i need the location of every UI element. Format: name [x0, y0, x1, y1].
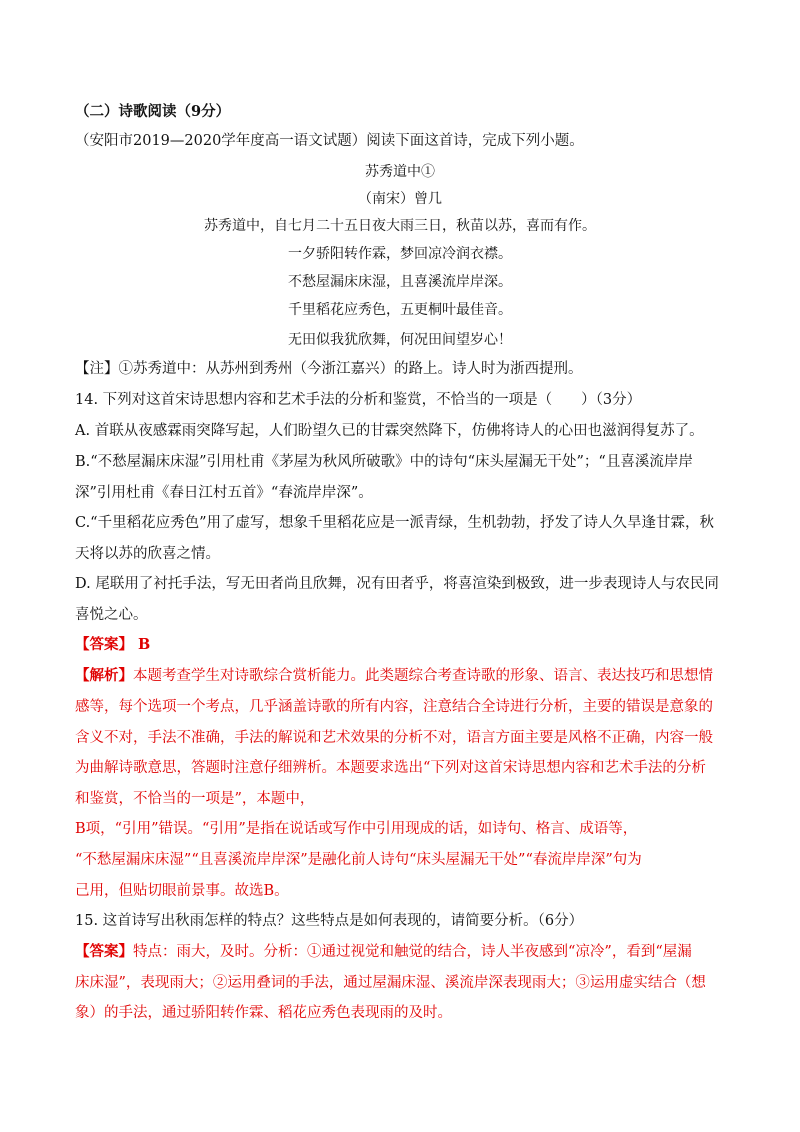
- analysis-tag: 【解析】: [75, 667, 133, 684]
- q14-option-c-cont: 天将以苏的欣喜之情。: [75, 546, 220, 562]
- poem-line: 千里稻花应秀色，五更桐叶最佳音。: [288, 302, 512, 318]
- section-title: （二）诗歌阅读（9分）: [75, 103, 231, 120]
- poem-note: 【注】①苏秀道中：从苏州到秀州（今浙江嘉兴）的路上。诗人时为浙西提刑。: [75, 361, 583, 377]
- q15-answer-line: 床床湿”，表现雨大；②运用叠词的手法，通过屋漏床湿、溪流岸深表现雨大；③运用虚实结合（想: [75, 975, 706, 991]
- q14-option-d: D. 尾联用了衬托手法，写无田者尚且欣舞，况有田者乎，将喜渲染到极致，进一步表现诗人与农民同: [75, 576, 719, 592]
- source-line: （安阳市2019—2020学年度高一语文试题）阅读下面这首诗，完成下列小题。: [75, 133, 584, 149]
- q14-option-b: B.“不愁屋漏床床湿”引用杜甫《茅屋为秋风所破歌》中的诗句“床头屋漏无干处”；“且喜溪流岸岸: [75, 454, 693, 470]
- q15-stem: 15. 这首诗写出秋雨怎样的特点？这些特点是如何表现的，请简要分析。（6分）: [75, 913, 584, 929]
- poem-line: 一夕骄阳转作霖，梦回凉冷润衣襟。: [288, 246, 512, 262]
- q14-analysis-line: B项，“引用”错误。“引用”是指在说话或写作中引用现成的话，如诗句、格言、成语等，: [75, 821, 638, 837]
- q14-analysis: [75, 666, 725, 686]
- q14-analysis-line: 为曲解诗歌意思，答题时注意仔细辨析。本题要求选出“下列对这首宋诗思想内容和艺术手法的分析: [75, 760, 706, 776]
- answer-text: 特点：雨大，及时。分析：①通过视觉和触觉的结合，诗人半夜感到“凉冷”，看到“屋漏: [133, 944, 692, 960]
- q15-answer: [75, 942, 725, 962]
- q14-option-d-cont: 喜悦之心。: [75, 607, 148, 623]
- poem-preface: 苏秀道中，自七月二十五日夜大雨三日，秋苗以苏，喜而有作。: [204, 218, 596, 234]
- poem-author: （南宋）曾几: [358, 191, 442, 207]
- answer-tag: 【答案】: [75, 636, 133, 653]
- q14-analysis-line: 和鉴赏，不恰当的一项是”，本题中，: [75, 791, 315, 807]
- q14-analysis-line: 己用，但贴切眼前景事。故选B。: [75, 883, 289, 899]
- poem-line: 无田似我犹欣舞，何况田间望岁心！: [288, 332, 512, 348]
- q15-answer-line: 象）的手法，通过骄阳转作霖、稻花应秀色表现雨的及时。: [75, 1005, 452, 1021]
- answer-tag: 【答案】: [75, 943, 133, 960]
- poem-title: 苏秀道中①: [365, 164, 435, 180]
- q14-analysis-line: “不愁屋漏床床湿”“且喜溪流岸岸深”是融化前人诗句“床头屋漏无干处”“春流岸岸深”句为: [75, 852, 642, 868]
- q14-option-b-cont: 深”引用杜甫《春日江村五首》“春流岸岸深”。: [75, 485, 373, 501]
- q14-option-c: C.“千里稻花应秀色”用了虚写，想象千里稻花应是一派青绿，生机勃勃，抒发了诗人久旱逢甘霖，秋: [75, 515, 715, 531]
- q14-analysis-line: 感等，每个选项一个考点，几乎涵盖诗歌的所有内容，注意结合全诗进行分析，主要的错误是意象的: [75, 699, 713, 715]
- q14-option-a: A. 首联从夜感霖雨突降写起，人们盼望久已的甘霖突然降下，仿佛将诗人的心田也滋润得复苏了。: [75, 423, 704, 439]
- poem-line: 不愁屋漏床床湿，且喜溪流岸岸深。: [288, 274, 512, 290]
- q14-stem: 14. 下列对这首宋诗思想内容和艺术手法的分析和鉴赏，不恰当的一项是（ ）（3分）: [75, 392, 642, 408]
- answer-value: B: [133, 636, 151, 653]
- q14-answer: [75, 635, 725, 655]
- q14-analysis-line: 含义不对，手法不准确，手法的解说和艺术效果的分析不对，语言方面主要是风格不正确，内容一般: [75, 730, 713, 746]
- analysis-text: 本题考查学生对诗歌综合赏析能力。此类题综合考查诗歌的形象、语言、表达技巧和思想情: [133, 668, 713, 684]
